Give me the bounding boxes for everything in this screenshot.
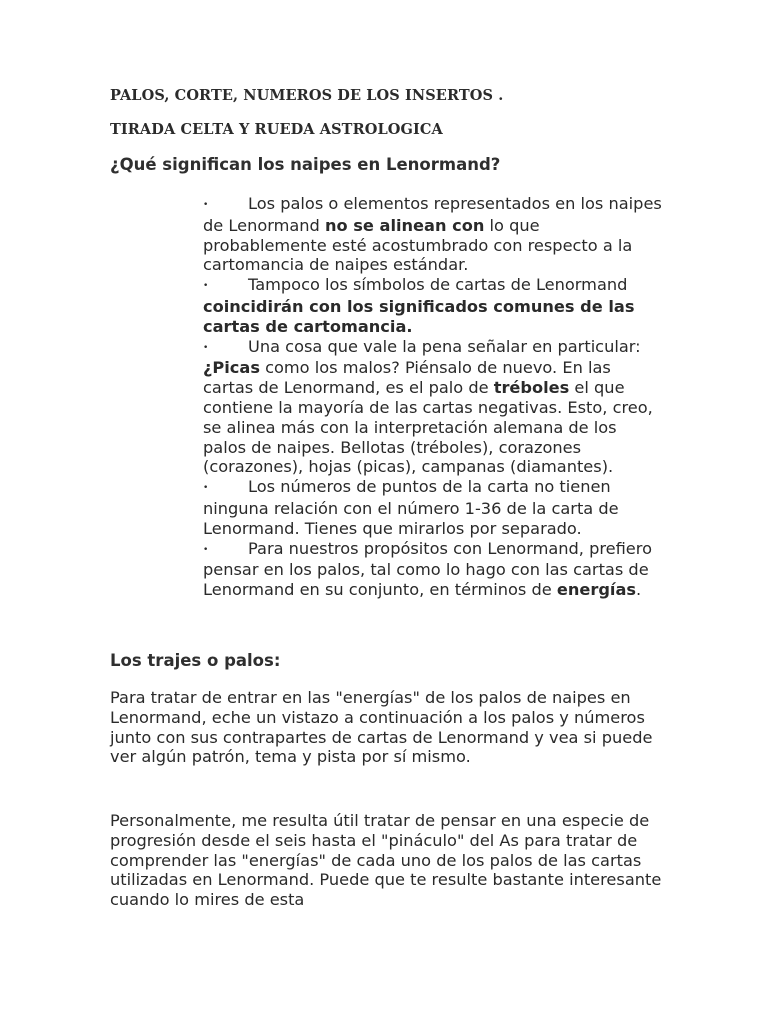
bold-text-run: coincidirán con los significados comunes de las cartas de cartomancia. <box>203 296 635 336</box>
question-heading: ¿Qué significan los naipes en Lenormand? <box>110 155 501 174</box>
bullet-icon: • <box>203 483 209 494</box>
bold-text-run: no se alinean con <box>324 215 485 235</box>
bold-text-run: ¿Picas <box>203 358 260 378</box>
suits-heading: Los trajes o palos: <box>110 651 281 670</box>
list-item <box>203 194 663 275</box>
bullet-icon: • <box>203 342 209 353</box>
bold-text-run: tréboles <box>493 378 570 398</box>
bold-text-run: energías <box>556 580 637 600</box>
paragraph-intro: Para tratar de entrar en las "energías" de los palos de naipes en Lenormand, eche un vistazo a continuación a los palos y números junto con sus contrapartes de cartas de Lenormand y vea si puede ver algún patrón, tema y pista por sí mismo. <box>110 688 653 767</box>
bullet-list <box>203 194 663 600</box>
bullet-icon: • <box>203 281 209 292</box>
text-run: Para nuestros propósitos con Lenormand, prefiero pensar en los palos, tal como lo hago con las cartas de Lenormand en su conjunto, en términos de <box>203 538 652 600</box>
text-run: lo que probablemente esté acostumbrado con respecto a la cartomancia de naipes estándar. <box>203 215 633 275</box>
text-run: Los palos o elementos representados en los naipes de Lenormand <box>203 194 662 235</box>
list-item <box>203 539 663 600</box>
text-run: Una cosa que vale la pena señalar en particular: <box>248 336 641 356</box>
bullet-icon: • <box>203 200 209 210</box>
text-run: como los malos? Piénsalo de nuevo. En las cartas de Lenormand, es el palo de <box>203 358 611 398</box>
document-subtitle: TIRADA CELTA Y RUEDA ASTROLOGICA <box>110 121 443 138</box>
text-run: el que contiene la mayoría de las cartas negativas. Esto, creo, se alinea más con la interpretación alemana de los palos de naipes. Bellotas (tréboles), corazones (corazones), hojas (picas), campanas (diamantes). <box>203 378 653 477</box>
list-item <box>203 337 663 478</box>
text-run: Tampoco los símbolos de cartas de Lenormand <box>248 275 628 295</box>
document-title: PALOS, CORTE, NUMEROS DE LOS INSERTOS . <box>110 87 504 104</box>
text-run: Los números de puntos de la carta no tienen ninguna relación con el número 1-36 de la carta de Lenormand. Tienes que mirarlos por separado. <box>203 477 619 538</box>
paragraph-progression: Personalmente, me resulta útil tratar de pensar en una especie de progresión desde el seis hasta el "pináculo" del As para tratar de comprender las "energías" de cada uno de los palos de las cartas utilizadas en Lenormand. Puede que te resulte bastante interesante cuando lo mires de esta <box>110 811 662 910</box>
text-run: . <box>636 580 642 600</box>
bullet-icon: • <box>203 544 209 555</box>
list-item <box>203 477 663 538</box>
list-item <box>203 275 663 336</box>
